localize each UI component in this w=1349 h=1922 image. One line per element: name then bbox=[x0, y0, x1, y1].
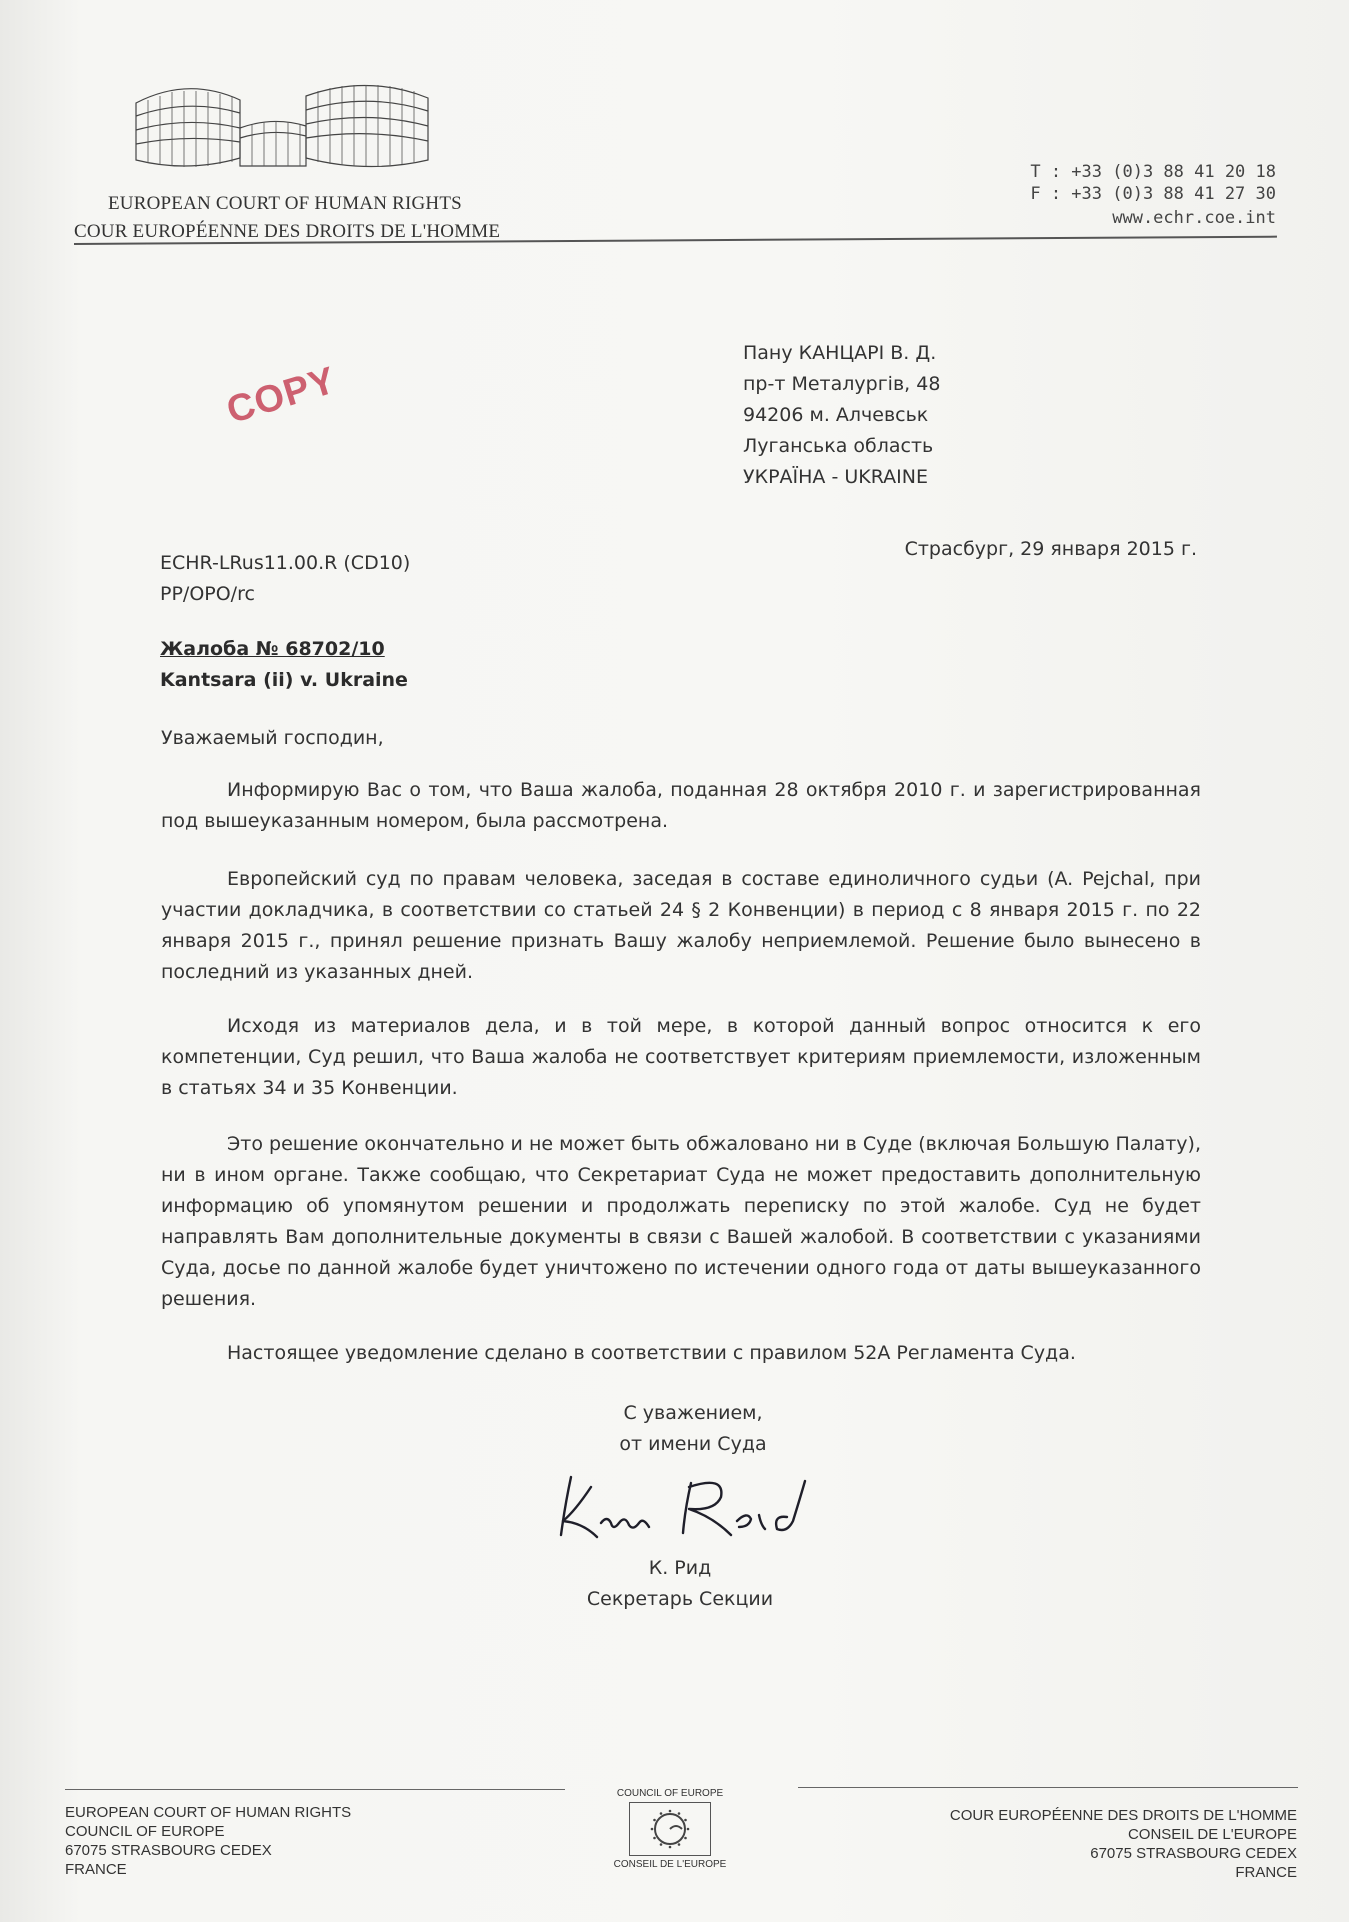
council-of-europe-logo-icon bbox=[629, 1802, 711, 1856]
closing-line: от имени Суда bbox=[619, 1433, 767, 1455]
body-paragraph: Настоящее уведомление сделано в соответствии с правилом 52A Регламента Суда. bbox=[227, 1342, 1076, 1364]
footer-address-fr bbox=[950, 1806, 1297, 1882]
footer-line: COUR EUROPÉENNE DES DROITS DE L'HOMME bbox=[949, 1807, 1297, 1824]
closing bbox=[588, 1398, 798, 1460]
footer-address-en bbox=[65, 1803, 351, 1879]
body-paragraph: Исходя из материалов дела, и в той мере, в которой данный вопрос относится к его компетенции, Суд решил, что Ваша жалоба не соответствует критериям приемлемости, изложенным в статьях 34 и 35 Конвенции. bbox=[161, 1015, 1201, 1099]
fax-number: F : +33 (0)3 88 41 27 30 bbox=[1030, 184, 1276, 204]
recipient-line: УКРАЇНА - UKRAINE bbox=[743, 466, 928, 488]
telephone-number: T : +33 (0)3 88 41 20 18 bbox=[1030, 162, 1276, 182]
footer-line: FRANCE bbox=[1235, 1864, 1297, 1881]
signer-name: К. Рид bbox=[648, 1557, 712, 1579]
copy-stamp: COPY bbox=[222, 359, 342, 433]
body-paragraph: Информирую Вас о том, что Ваша жалоба, поданная 28 октября 2010 г. и зарегистрированная под вышеуказанным номером, была рассмотрена. bbox=[161, 779, 1201, 832]
court-name-en: EUROPEAN COURT OF HUMAN RIGHTS bbox=[108, 193, 462, 214]
footer-line: CONSEIL DE L'EUROPE bbox=[1127, 1826, 1297, 1843]
handwritten-signature bbox=[555, 1465, 825, 1545]
body-paragraph: Европейский суд по правам человека, заседая в составе единоличного судьи (A. Pejchal, при участии докладчика, в соответствии со статьей 24 § 2 Конвенции) в период с 8 января 2015 г. по 22 января 2015 г., принял решение признать Вашу жалобу неприемлемой. Решение было вынесено в последний из указанных дней. bbox=[161, 868, 1201, 983]
recipient-line: 94206 м. Алчевськ bbox=[743, 404, 929, 426]
reference-line: PP/OPO/rc bbox=[160, 583, 255, 605]
footer-line: 67075 STRASBOURG CEDEX bbox=[65, 1842, 272, 1859]
echr-building-logo-icon bbox=[128, 78, 448, 183]
case-heading bbox=[160, 634, 408, 696]
reference-block bbox=[160, 548, 410, 610]
footer-line: EUROPEAN COURT OF HUMAN RIGHTS bbox=[65, 1804, 352, 1821]
case-title: Kantsara (ii) v. Ukraine bbox=[160, 669, 408, 691]
recipient-address bbox=[743, 338, 940, 493]
letter-date: Страсбург, 29 января 2015 г. bbox=[904, 538, 1197, 560]
signer-title: Секретарь Секции bbox=[586, 1588, 774, 1610]
recipient-line: Луганська область bbox=[743, 435, 934, 457]
body-paragraph: Это решение окончательно и не может быть обжаловано ни в Суде (включая Большую Палату), ни в ином органе. Также сообщаю, что Секретариат Суда не может предоставить дополнительную информацию об упомянутом решении и продолжать переписку по этой жалобе. Суд не будет направлять Вам дополнительные документы в связи с Вашей жалобой. В соответствии с указаниями Суда, досье по данной жалобе будет уничтожено по истечении одного года от даты вышеуказанного решения. bbox=[161, 1133, 1201, 1310]
footer-divider bbox=[798, 1787, 1298, 1788]
case-number: Жалоба № 68702/10 bbox=[160, 638, 385, 660]
coe-label-top: COUNCIL OF EUROPE bbox=[616, 1788, 724, 1799]
reference-line: ECHR-LRus11.00.R (CD10) bbox=[160, 552, 411, 574]
salutation: Уважаемый господин, bbox=[161, 727, 384, 749]
coe-label-bottom: CONSEIL DE L'EUROPE bbox=[613, 1859, 727, 1870]
website-url: www.echr.coe.int bbox=[1112, 208, 1276, 228]
closing-line: С уважением, bbox=[623, 1402, 763, 1424]
recipient-line: Пану КАНЦАРІ В. Д. bbox=[743, 342, 937, 364]
footer-divider bbox=[65, 1789, 565, 1790]
council-of-europe-logo bbox=[600, 1788, 740, 1870]
signer-block bbox=[560, 1553, 800, 1615]
footer-line: 67075 STRASBOURG CEDEX bbox=[1090, 1845, 1297, 1862]
footer-line: COUNCIL OF EUROPE bbox=[65, 1823, 225, 1840]
court-name-fr: COUR EUROPÉENNE DES DROITS DE L'HOMME bbox=[74, 221, 501, 242]
recipient-line: пр-т Металургів, 48 bbox=[743, 373, 941, 395]
footer-line: FRANCE bbox=[65, 1861, 127, 1878]
